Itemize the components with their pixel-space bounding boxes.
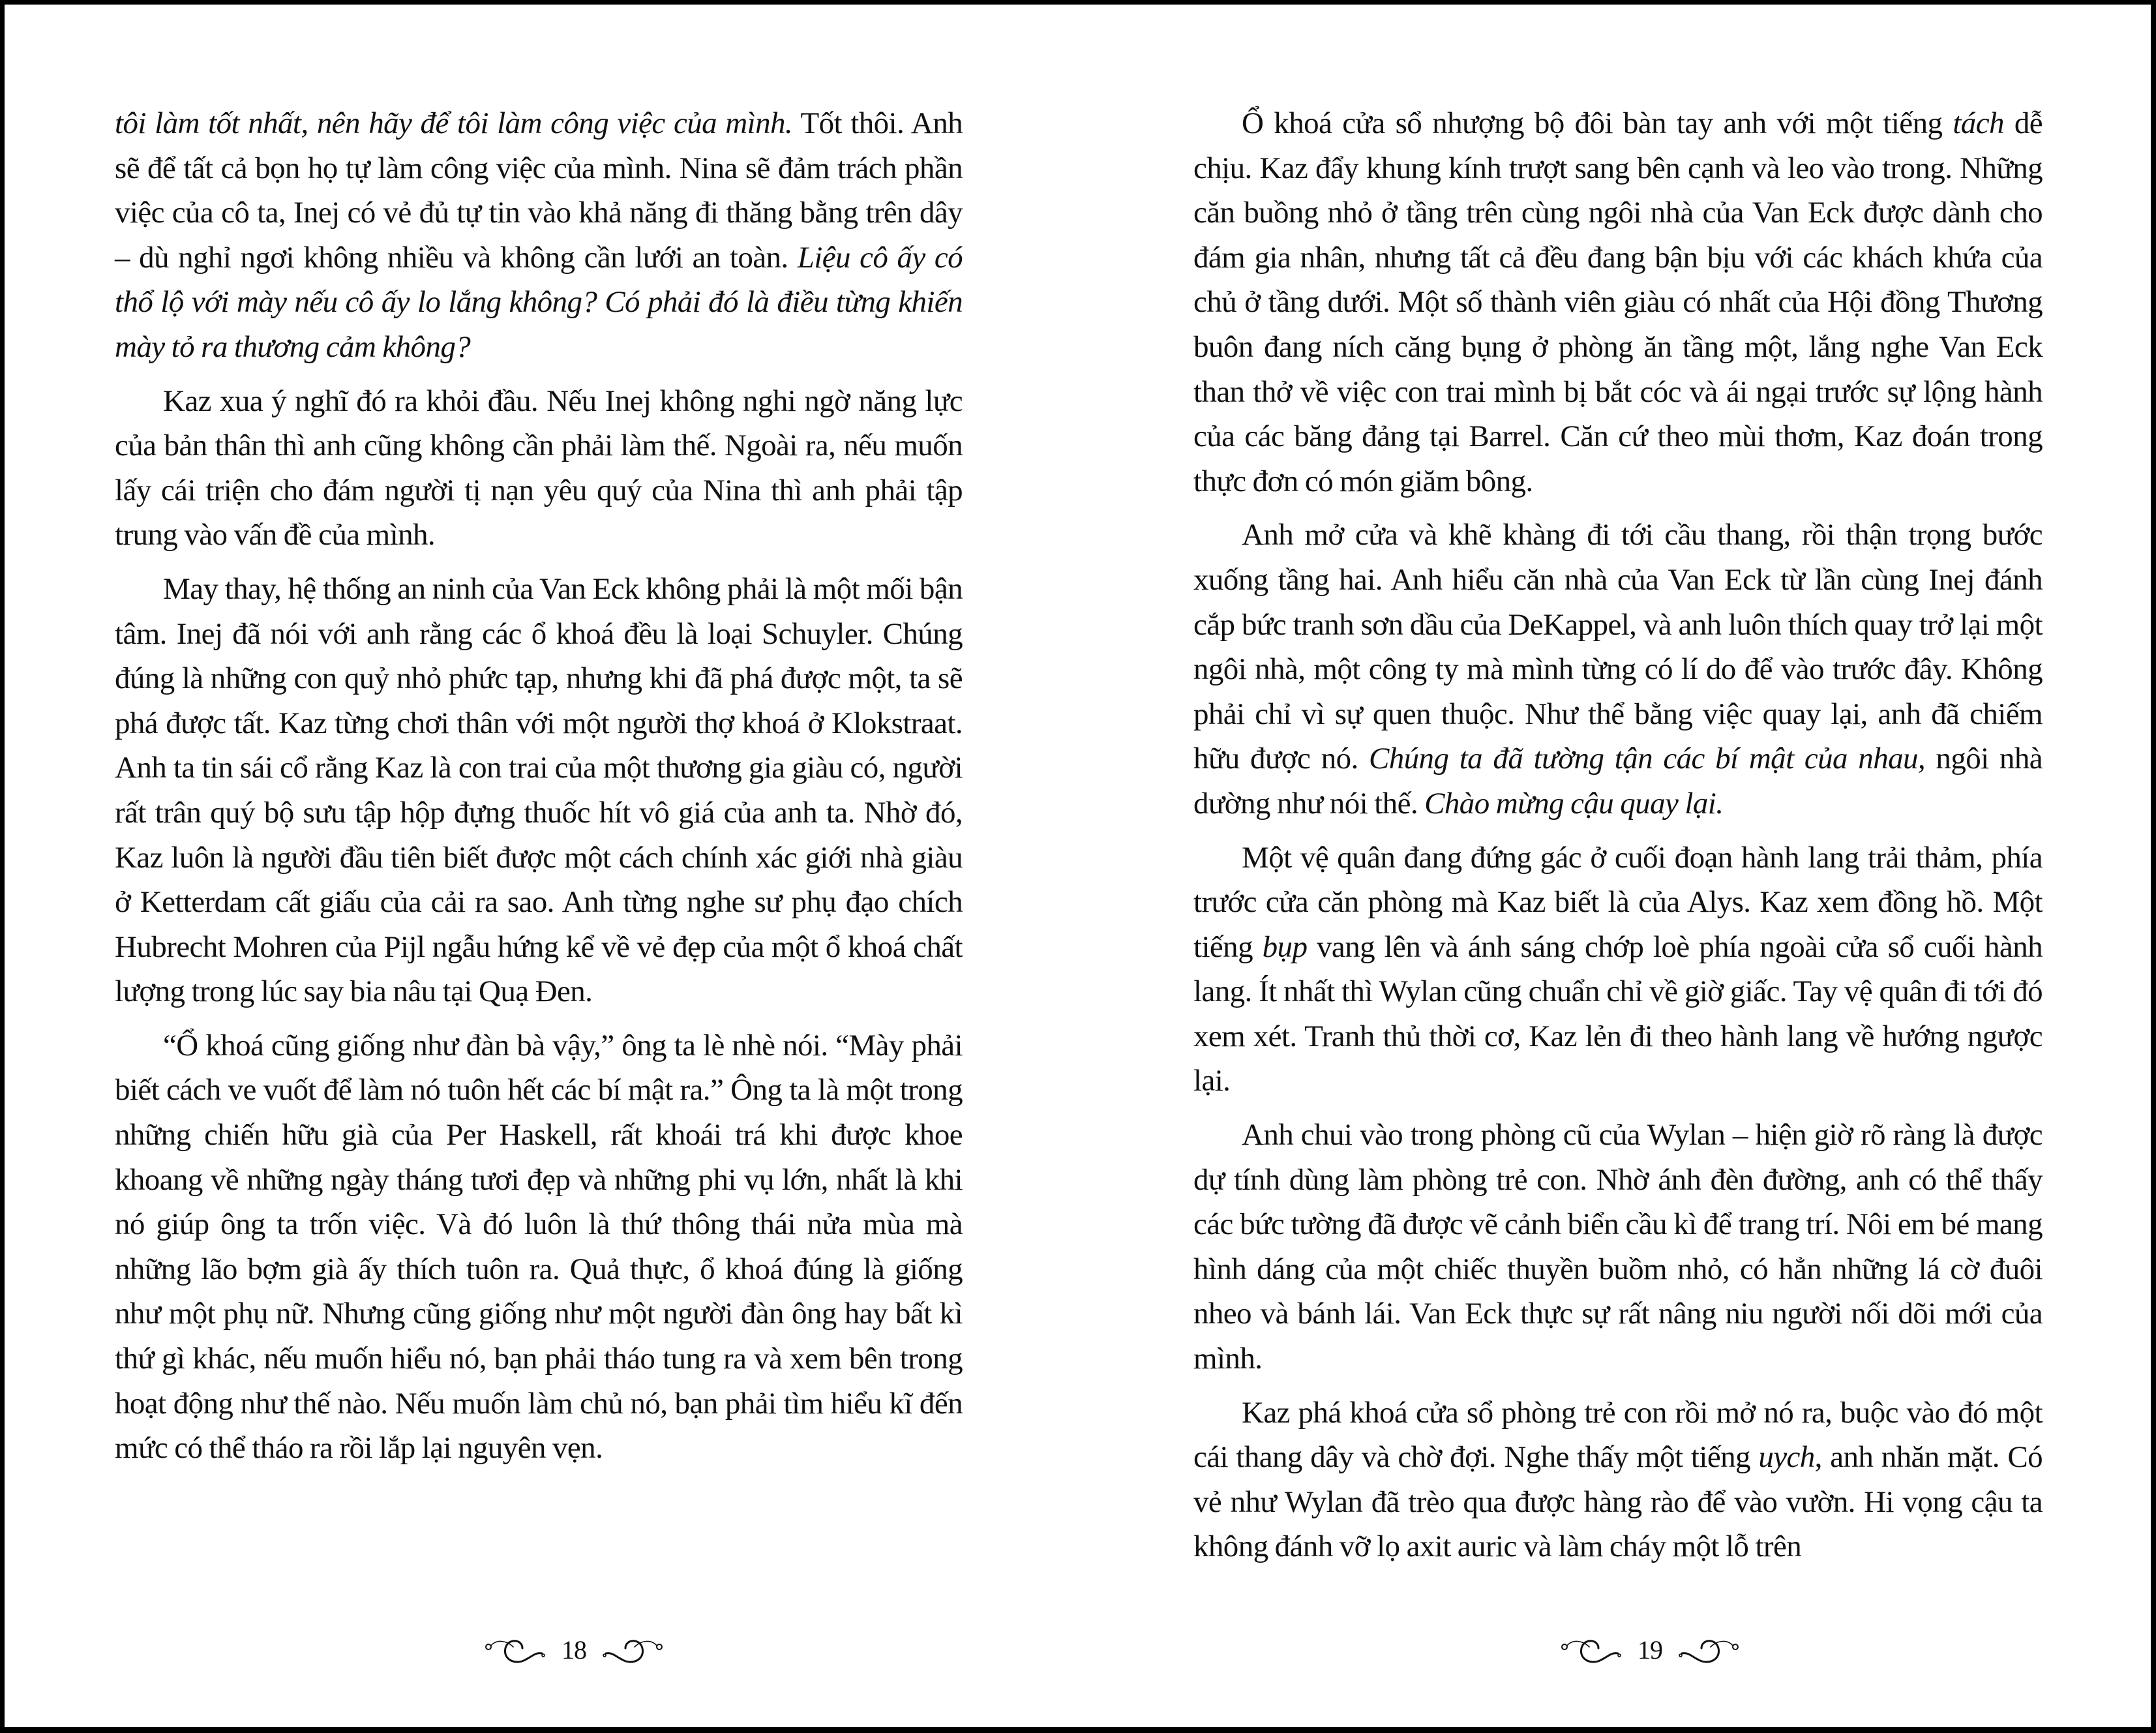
- swash-flourish-left-icon: [482, 1634, 547, 1666]
- paragraph: [115, 567, 963, 1014]
- text-span: Chúng ta đã tường tận các bí mật của nhau,: [1369, 742, 1926, 776]
- text-span: uych: [1758, 1440, 1815, 1475]
- text-span: Tốt thôi. Anh sẽ để tất cả bọn họ tự làm công việc của mình. Nina sẽ đảm trách phần việc của cô ta, Inej có vẻ đủ tự tin vào khả năng đi thăng bằng trên dây – dù nghỉ ngơi không nhiều và không cần lưới an toàn.: [115, 106, 963, 275]
- right-page-body: [1193, 101, 2043, 1569]
- text-span: bụp: [1262, 929, 1308, 964]
- left-page-body: [115, 101, 963, 1471]
- page-number-footer: [443, 1624, 704, 1676]
- left-page: [5, 5, 1077, 1727]
- text-span: vang lên và ánh sáng chớp loè phía ngoài cửa sổ cuối hành lang. Ít nhất thì Wylan cũng chuẩn chỉ về giờ giấc. Tay vệ quân đi tới đó xem xét. Tranh thủ thời cơ, Kaz lẻn đi theo hành lang về hướng ngược lại.: [1193, 929, 2043, 1098]
- swash-flourish-right-icon: [601, 1634, 666, 1666]
- right-page: [1077, 5, 2151, 1727]
- text-span: Kaz phá khoá cửa sổ phòng trẻ con rồi mở nó ra, buộc vào đó một cái thang dây và chờ đợi. Nghe thấy một tiếng: [1193, 1395, 2043, 1475]
- text-span: May thay, hệ thống an ninh của Van Eck không phải là một mối bận tâm. Inej đã nói với anh rằng các ổ khoá đều là loại Schuyler. Chúng đúng là những con quỷ nhỏ phức tạp, nhưng khi đã phá được một, ta sẽ phá được tất. Kaz từng chơi thân với một người thợ khoá ở Klokstraat. Anh ta tin sái cổ rằng Kaz là con trai của một thương gia giàu có, người rất trân quý bộ sưu tập hộp đựng thuốc hít vô giá của anh ta. Nhờ đó, Kaz luôn là người đầu tiên biết được một cách chính xác giới nhà giàu ở Ketterdam cất giấu của cải ra sao. Anh từng nghe sư phụ đạo chích Hubrecht Mohren của Pijl ngẫu hứng kể về vẻ đẹp của một ổ khoá chất lượng trong lúc say bia nâu tại Quạ Đen.: [115, 571, 963, 1009]
- paragraph: [1193, 513, 2043, 826]
- paragraph: [115, 1023, 963, 1471]
- paragraph: [115, 379, 963, 558]
- paragraph: [1193, 1113, 2043, 1381]
- text-span: Chào mừng cậu quay lại.: [1424, 786, 1724, 821]
- text-span: tách: [1953, 106, 2004, 140]
- paragraph: [1193, 101, 2043, 504]
- text-span: , anh nhăn mặt. Có vẻ như Wylan đã trèo qua được hàng rào để vào vườn. Hi vọng cậu ta không đánh vỡ lọ axit auric và làm cháy một lỗ trên: [1193, 1440, 2043, 1564]
- swash-flourish-left-icon: [1558, 1634, 1623, 1666]
- text-span: Kaz xua ý nghĩ đó ra khỏi đầu. Nếu Inej không nghi ngờ năng lực của bản thân thì anh cũng không cần phải làm thế. Ngoài ra, nếu muốn lấy cái triện cho đám người tị nạn yêu quý của Nina thì anh phải tập trung vào vấn đề của mình.: [115, 384, 963, 552]
- page-number: 18: [561, 1635, 586, 1665]
- text-span: ngôi nhà dường như nói thế.: [1193, 742, 2043, 821]
- text-span: Anh mở cửa và khẽ khàng đi tới cầu thang, rồi thận trọng bước xuống tầng hai. Anh hiểu căn nhà của Van Eck từ lần cùng Inej đánh cắp bức tranh sơn dầu của DeKappel, và anh luôn thích quay trở lại một ngôi nhà, một công ty mà mình từng có lí do để vào trước đây. Không phải chỉ vì sự quen thuộc. Như thể bằng việc quay lại, anh đã chiếm hữu được nó.: [1193, 518, 2043, 776]
- text-span: tôi làm tốt nhất, nên hãy để tôi làm công việc của mình.: [115, 106, 793, 140]
- page-number-footer: [1520, 1624, 1780, 1676]
- text-span: “Ổ khoá cũng giống như đàn bà vậy,” ông ta lè nhè nói. “Mày phải biết cách ve vuốt để làm nó tuôn hết các bí mật ra.” Ông ta là một trong những chiến hữu già của Per Haskell, rất khoái trá khi được khoe khoang về những ngày tháng tươi đẹp và những phi vụ lớn, nhất là khi nó giúp ông ta trốn việc. Và đó luôn là thứ thông thái nửa mùa mà những lão bợm già ấy thích tuôn ra. Quả thực, ổ khoá đúng là giống như một phụ nữ. Nhưng cũng giống như một người đàn ông hay bất kì thứ gì khác, nếu muốn hiểu nó, bạn phải tháo tung ra và xem bên trong hoạt động như thế nào. Nếu muốn làm chủ nó, bạn phải tìm hiểu kĩ đến mức có thể tháo ra rồi lắp lại nguyên vẹn.: [115, 1028, 963, 1466]
- book-spread: [5, 5, 2151, 1727]
- text-span: Một vệ quân đang đứng gác ở cuối đoạn hành lang trải thảm, phía trước cửa căn phòng mà Kaz biết là của Alys. Kaz xem đồng hồ. Một tiếng: [1193, 840, 2043, 964]
- text-span: Ổ khoá cửa sổ nhượng bộ đôi bàn tay anh với một tiếng: [1242, 106, 1953, 140]
- paragraph: [1193, 836, 2043, 1104]
- text-span: Liệu cô ấy có thổ lộ với mày nếu cô ấy lo lắng không? Có phải đó là điều từng khiến mày tỏ ra thương cảm không?: [115, 240, 963, 364]
- page-number: 19: [1638, 1635, 1662, 1665]
- paragraph: [115, 101, 963, 370]
- text-span: dễ chịu. Kaz đẩy khung kính trượt sang bên cạnh và leo vào trong. Những căn buồng nhỏ ở tầng trên cùng ngôi nhà của Van Eck được dành cho đám gia nhân, nhưng tất cả đều đang bận bịu với các khách khứa của chủ ở tầng dưới. Một số thành viên giàu có nhất của Hội đồng Thương buôn đang ních căng bụng ở phòng ăn tầng một, lắng nghe Van Eck than thở về việc con trai mình bị bắt cóc và ái ngại trước sự lộng hành của các băng đảng tại Barrel. Căn cứ theo mùi thơm, Kaz đoán trong thực đơn có món giăm bông.: [1193, 106, 2043, 498]
- swash-flourish-right-icon: [1677, 1634, 1742, 1666]
- paragraph: [1193, 1391, 2043, 1569]
- text-span: Anh chui vào trong phòng cũ của Wylan – hiện giờ rõ ràng là được dự tính dùng làm phòng trẻ con. Nhờ ánh đèn đường, anh có thể thấy các bức tường đã được vẽ cảnh biển cầu kì để trang trí. Nôi em bé mang hình dáng của một chiếc thuyền buồm nhỏ, có hẳn những lá cờ đuôi nheo và bánh lái. Van Eck thực sự rất nâng niu người nối dõi mới của mình.: [1193, 1118, 2043, 1376]
